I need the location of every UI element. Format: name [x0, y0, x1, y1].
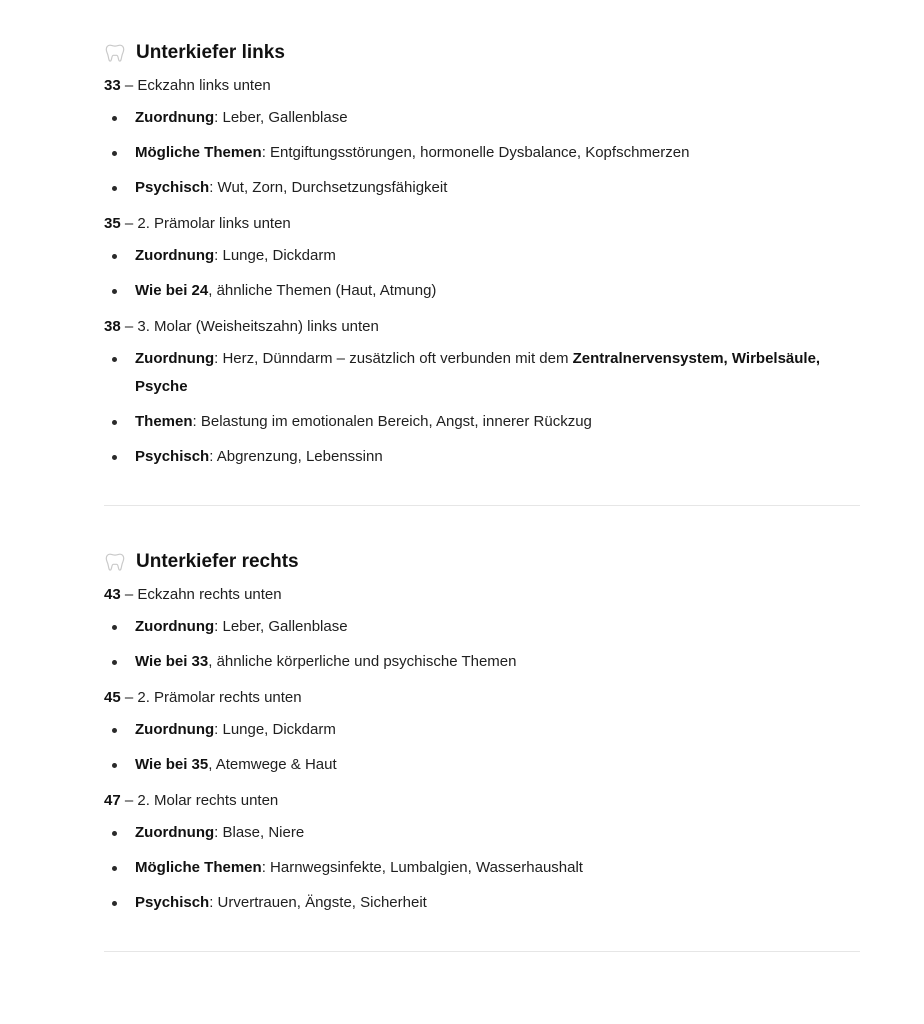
tooth-details-list: [104, 242, 860, 305]
list-item: [104, 277, 860, 305]
tooth-description: – 3. Molar (Weisheitszahn) links unten: [120, 318, 379, 335]
list-item: [104, 648, 860, 676]
section-divider: [104, 505, 860, 506]
section-title-text: Unterkiefer links: [136, 42, 285, 63]
tooth-details-list: [104, 104, 860, 202]
tooth-description: – 2. Prämolar links unten: [120, 215, 291, 232]
tooth-number: 47: [104, 792, 121, 809]
item-text: : Herz, Dünndarm – zusätzlich oft verbunden mit dem: [214, 350, 573, 367]
tooth-icon: [104, 42, 126, 64]
tooth-details-list: [104, 613, 860, 676]
item-text: , ähnliche körperliche und psychische Themen: [208, 653, 517, 670]
list-item: [104, 889, 860, 917]
item-text: , Atemwege & Haut: [208, 756, 337, 773]
tooth-details-list: [104, 819, 860, 917]
list-item: [104, 613, 860, 641]
item-label: Zuordnung: [135, 618, 215, 635]
item-text: : Leber, Gallenblase: [214, 618, 348, 635]
tooth-details-list: [104, 345, 860, 471]
section-unterkiefer-rechts: [104, 547, 860, 917]
item-label: Zuordnung: [135, 109, 215, 126]
item-label: Themen: [135, 413, 193, 430]
section-title-text: Unterkiefer rechts: [136, 551, 299, 572]
section-title: [104, 38, 860, 68]
item-text: : Harnwegsinfekte, Lumbalgien, Wasserhaushalt: [261, 859, 583, 876]
list-item: [104, 345, 860, 401]
tooth-number: 38: [104, 318, 121, 335]
list-item: [104, 104, 860, 132]
section-title: [104, 547, 860, 577]
tooth-number: 45: [104, 689, 121, 706]
item-label: Psychisch: [135, 179, 210, 196]
list-item: [104, 854, 860, 882]
tooth-heading: [104, 316, 860, 338]
item-text: : Leber, Gallenblase: [214, 109, 348, 126]
list-item: [104, 716, 860, 744]
item-label: Wie bei 24: [135, 282, 209, 299]
item-text: : Abgrenzung, Lebenssinn: [209, 448, 383, 465]
list-item: [104, 751, 860, 779]
item-text: : Entgiftungsstörungen, hormonelle Dysbalance, Kopfschmerzen: [261, 144, 690, 161]
item-text: : Wut, Zorn, Durchsetzungsfähigkeit: [209, 179, 448, 196]
list-item: [104, 408, 860, 436]
tooth-heading: [104, 75, 860, 97]
list-item: [104, 819, 860, 847]
tooth-heading: [104, 584, 860, 606]
item-label: Zuordnung: [135, 247, 215, 264]
tooth-description: – 2. Prämolar rechts unten: [120, 689, 302, 706]
item-text: , ähnliche Themen (Haut, Atmung): [208, 282, 437, 299]
tooth-number: 33: [104, 77, 121, 94]
list-item: [104, 242, 860, 270]
item-label: Wie bei 33: [135, 653, 209, 670]
section-unterkiefer-links: [104, 38, 860, 471]
item-label: Zuordnung: [135, 350, 215, 367]
item-label: Mögliche Themen: [135, 144, 262, 161]
item-label: Mögliche Themen: [135, 859, 262, 876]
item-text: : Urvertrauen, Ängste, Sicherheit: [209, 894, 427, 911]
item-text: : Blase, Niere: [214, 824, 305, 841]
item-text: : Lunge, Dickdarm: [214, 247, 336, 264]
tooth-details-list: [104, 716, 860, 779]
tooth-icon: [104, 551, 126, 573]
item-emphasis: Zentralnervensystem, Wirbelsäule, Psyche: [135, 350, 821, 395]
item-label: Zuordnung: [135, 824, 215, 841]
item-label: Zuordnung: [135, 721, 215, 738]
item-text: : Belastung im emotionalen Bereich, Angst, innerer Rückzug: [192, 413, 592, 430]
list-item: [104, 174, 860, 202]
item-label: Psychisch: [135, 448, 210, 465]
section-divider: [104, 951, 860, 952]
tooth-number: 35: [104, 215, 121, 232]
item-label: Psychisch: [135, 894, 210, 911]
list-item: [104, 139, 860, 167]
tooth-description: – 2. Molar rechts unten: [120, 792, 279, 809]
tooth-heading: [104, 213, 860, 235]
list-item: [104, 443, 860, 471]
tooth-number: 43: [104, 586, 121, 603]
item-label: Wie bei 35: [135, 756, 209, 773]
document-content: [104, 38, 860, 952]
tooth-description: – Eckzahn rechts unten: [120, 586, 282, 603]
tooth-heading: [104, 687, 860, 709]
tooth-heading: [104, 790, 860, 812]
item-text: : Lunge, Dickdarm: [214, 721, 336, 738]
tooth-description: – Eckzahn links unten: [120, 77, 271, 94]
